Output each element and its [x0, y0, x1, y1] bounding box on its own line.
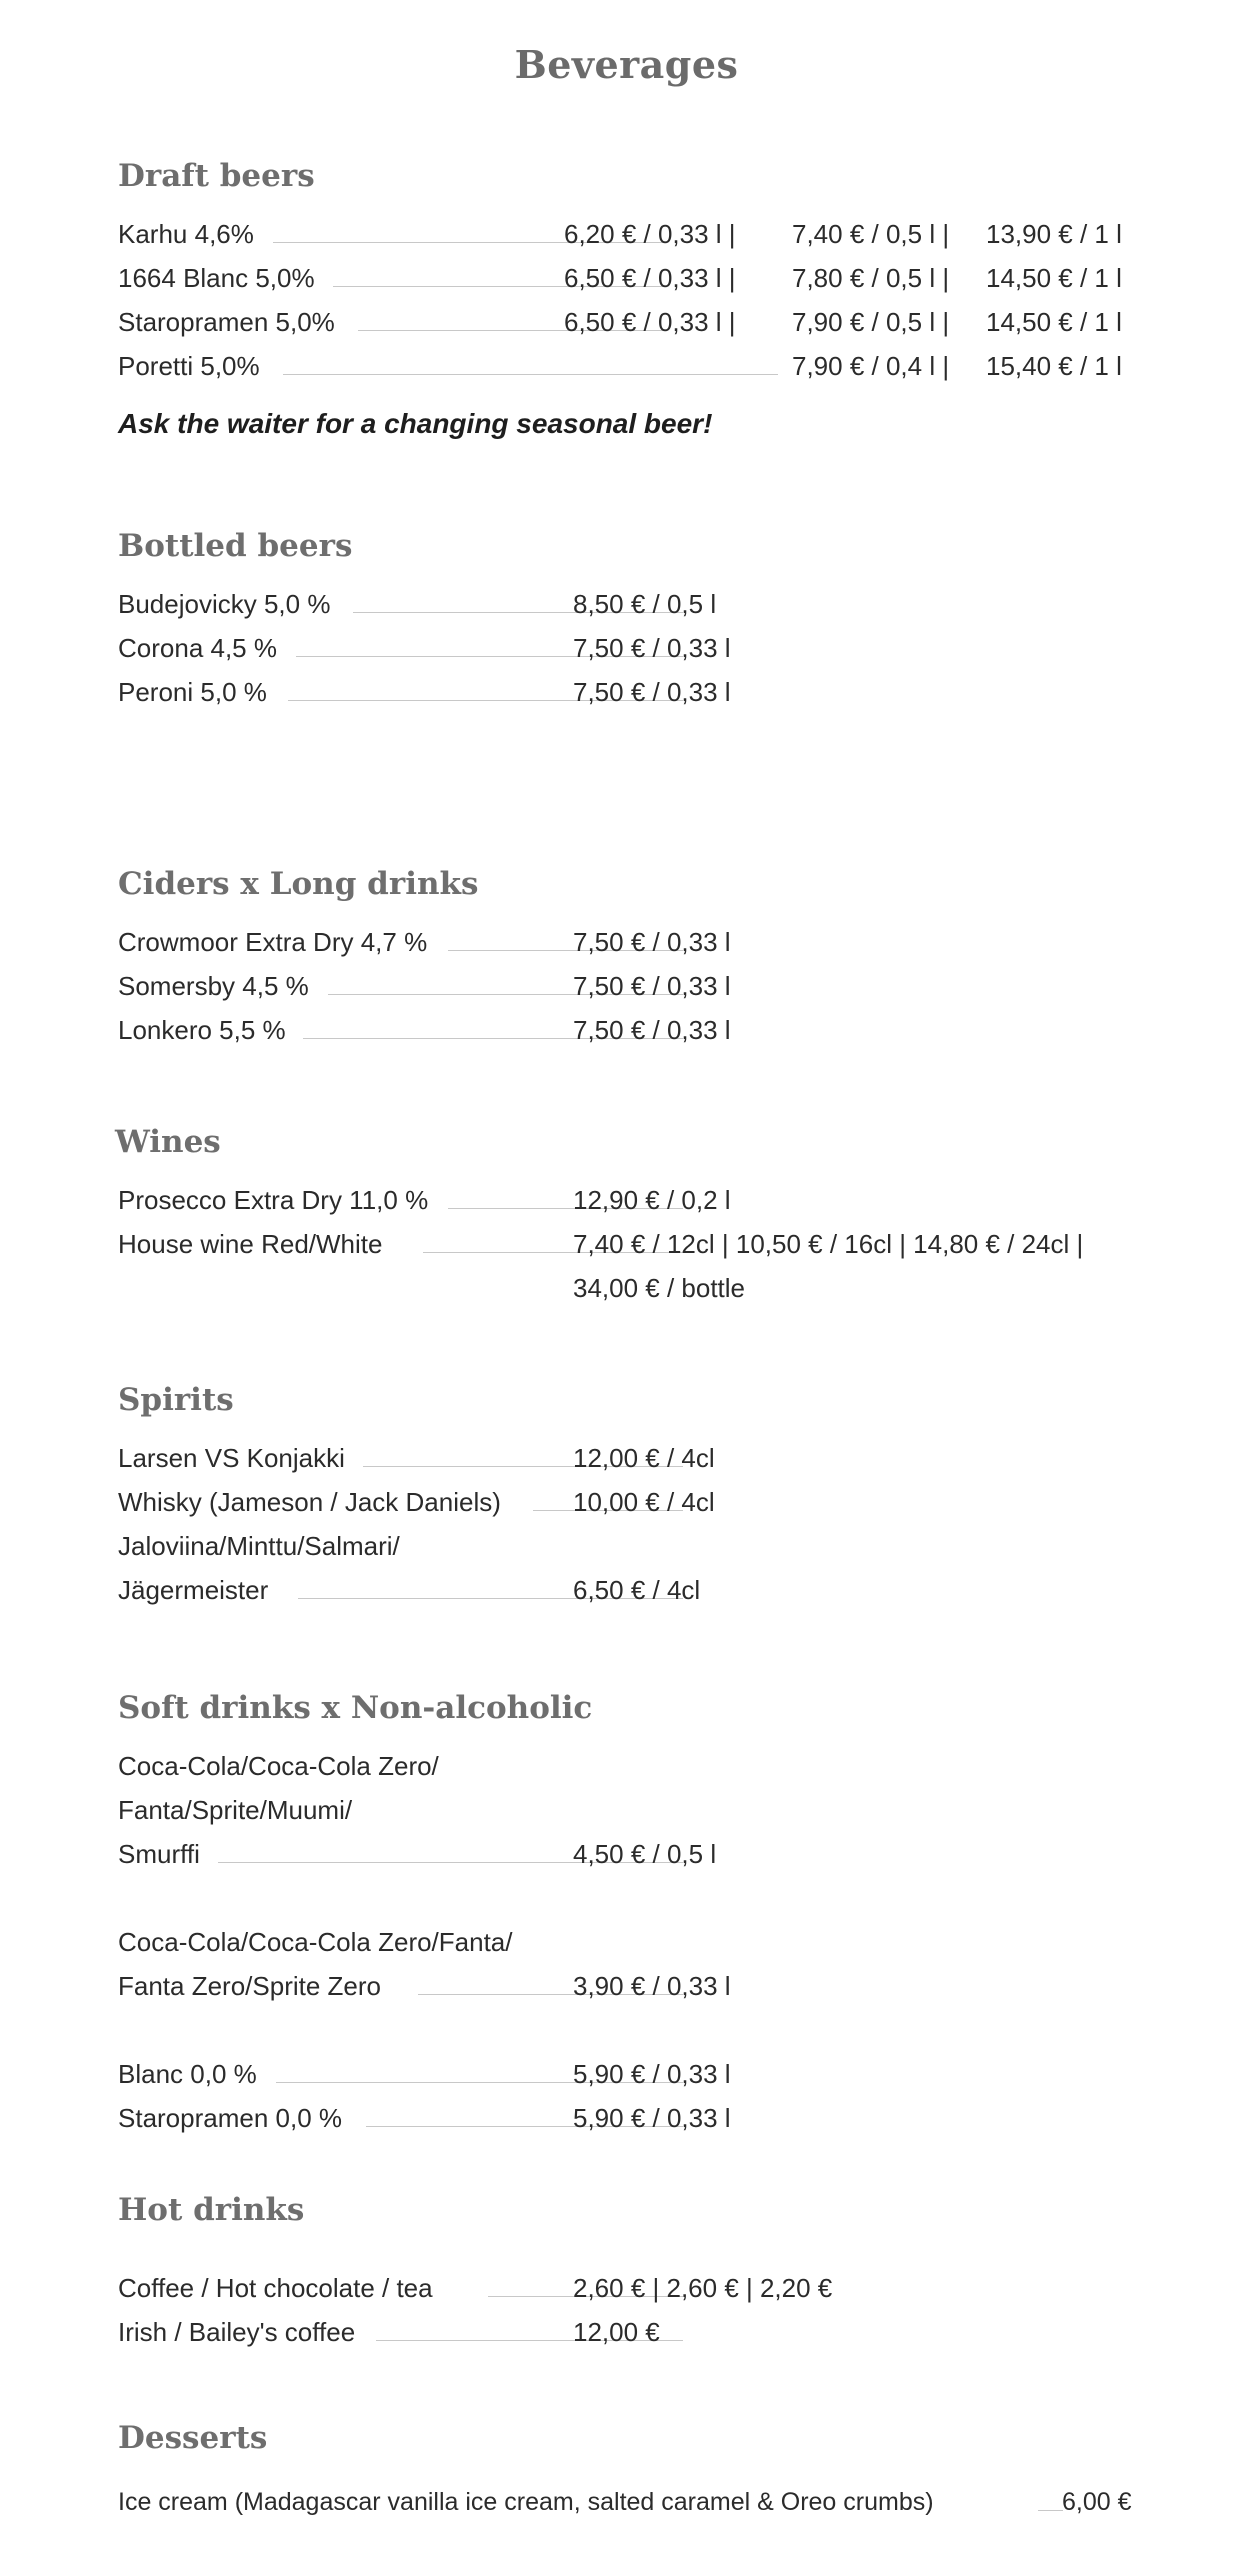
price-033: 6,50 € / 0,33 l | — [564, 307, 736, 337]
item-name-line1: Coca-Cola/Coca-Cola Zero/ — [118, 1751, 439, 1781]
price: 12,90 € / 0,2 l — [573, 1185, 731, 1215]
item-name: Irish / Bailey's coffee — [118, 2317, 356, 2347]
price: 2,60 € | 2,60 € | 2,20 € — [573, 2273, 833, 2303]
price: 10,00 € / 4cl — [573, 1487, 715, 1517]
item-name: House wine Red/White — [118, 1229, 383, 1259]
price: 4,50 € / 0,5 l — [573, 1839, 717, 1869]
item-name: Karhu 4,6% — [118, 219, 254, 249]
item-name: Somersby 4,5 % — [118, 971, 309, 1001]
item-name: Larsen VS Konjakki — [118, 1443, 345, 1473]
price: 7,50 € / 0,33 l — [573, 927, 731, 957]
price-1l: 15,40 € / 1 l — [986, 351, 1122, 381]
price-continued: 34,00 € / bottle — [573, 1273, 746, 1303]
price-05: 7,80 € / 0,5 l | — [792, 263, 950, 293]
price: 7,50 € / 0,33 l — [573, 677, 731, 707]
item-name: Coffee / Hot chocolate / tea — [118, 2273, 433, 2303]
price: 5,90 € / 0,33 l — [573, 2103, 731, 2133]
section-heading-bottled-beers: Bottled beers — [118, 528, 353, 564]
price-033: 6,50 € / 0,33 l | — [564, 263, 736, 293]
item-name-line1: Jaloviina/Minttu/Salmari/ — [118, 1531, 400, 1561]
section-heading-wines: Wines — [115, 1124, 221, 1160]
price: 6,50 € / 4cl — [573, 1575, 701, 1605]
price-033: 6,20 € / 0,33 l | — [564, 219, 736, 249]
price-1l: 14,50 € / 1 l — [986, 263, 1122, 293]
price: 5,90 € / 0,33 l — [573, 2059, 731, 2089]
item-name: Peroni 5,0 % — [118, 677, 267, 707]
price: 7,50 € / 0,33 l — [573, 633, 731, 663]
price: 6,00 € — [1062, 2488, 1132, 2516]
item-name: Smurffi — [118, 1839, 200, 1869]
section-heading-hot-drinks: Hot drinks — [118, 2192, 305, 2228]
item-name: Crowmoor Extra Dry 4,7 % — [118, 927, 428, 957]
section-heading-desserts: Desserts — [118, 2420, 268, 2456]
item-name: Budejovicky 5,0 % — [118, 589, 331, 619]
price: 7,50 € / 0,33 l — [573, 1015, 731, 1045]
item-name: Jägermeister — [118, 1575, 269, 1605]
item-name: Fanta Zero/Sprite Zero — [118, 1971, 381, 2001]
item-name-line1: Coca-Cola/Coca-Cola Zero/Fanta/ — [118, 1927, 513, 1957]
item-name-line2: Fanta/Sprite/Muumi/ — [118, 1795, 353, 1825]
item-name: Lonkero 5,5 % — [118, 1015, 286, 1045]
item-name: 1664 Blanc 5,0% — [118, 263, 315, 293]
item-name: Blanc 0,0 % — [118, 2059, 257, 2089]
dot-leader — [283, 374, 778, 375]
section-heading-ciders: Ciders x Long drinks — [118, 866, 479, 902]
item-name: Staropramen 5,0% — [118, 307, 335, 337]
price-1l: 13,90 € / 1 l — [986, 219, 1122, 249]
section-heading-soft-drinks: Soft drinks x Non-alcoholic — [118, 1690, 593, 1726]
price-05: 7,40 € / 0,5 l | — [792, 219, 950, 249]
seasonal-beer-note: Ask the waiter for a changing seasonal beer! — [118, 408, 713, 439]
item-name: Corona 4,5 % — [118, 633, 277, 663]
price: 12,00 € — [573, 2317, 660, 2347]
dot-leader — [1038, 2510, 1063, 2511]
item-name: Whisky (Jameson / Jack Daniels) — [118, 1487, 501, 1517]
price-1l: 14,50 € / 1 l — [986, 307, 1122, 337]
item-name: Poretti 5,0% — [118, 351, 260, 381]
section-heading-spirits: Spirits — [118, 1382, 234, 1418]
item-name: Prosecco Extra Dry 11,0 % — [118, 1185, 429, 1215]
price: 7,50 € / 0,33 l — [573, 971, 731, 1001]
price-04: 7,90 € / 0,4 l | — [792, 351, 950, 381]
page-title: Beverages — [514, 42, 739, 87]
price: 12,00 € / 4cl — [573, 1443, 715, 1473]
price: 7,40 € / 12cl | 10,50 € / 16cl | 14,80 € / 24cl | — [573, 1229, 1084, 1259]
price: 8,50 € / 0,5 l — [573, 589, 717, 619]
price-05: 7,90 € / 0,5 l | — [792, 307, 950, 337]
price: 3,90 € / 0,33 l — [573, 1971, 731, 2001]
section-heading-draft-beers: Draft beers — [118, 158, 315, 194]
item-name: Staropramen 0,0 % — [118, 2103, 343, 2133]
item-name: Ice cream (Madagascar vanilla ice cream, salted caramel & Oreo crumbs) — [118, 2488, 934, 2516]
